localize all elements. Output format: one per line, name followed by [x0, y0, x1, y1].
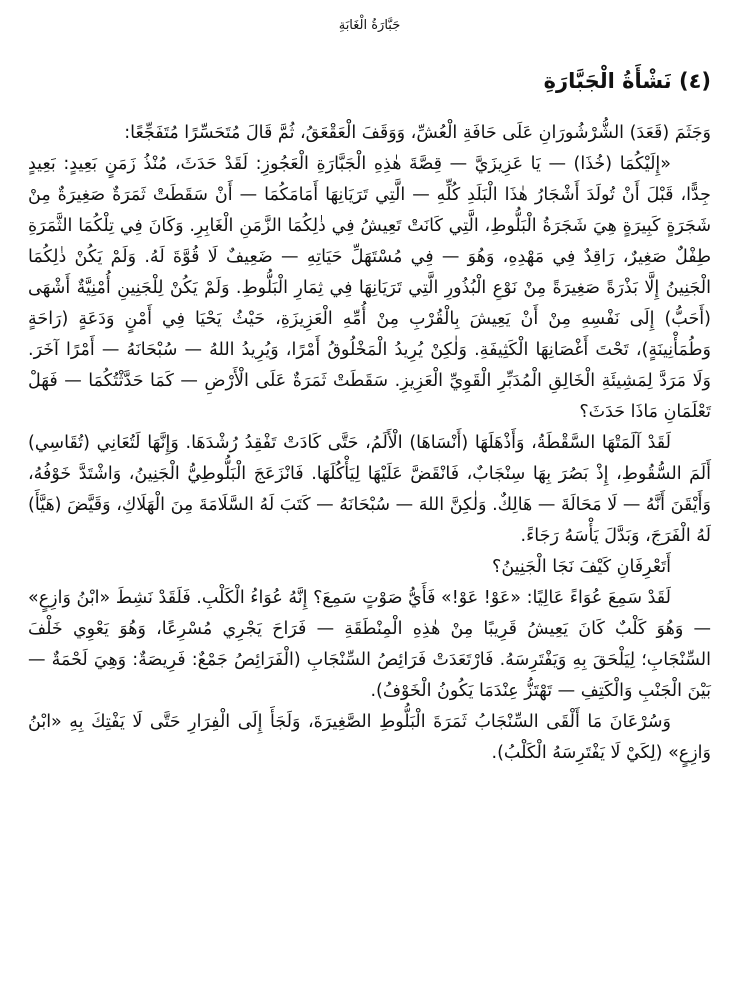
paragraph-4: أَتَعْرِفَانِ كَيْفَ نَجَا الْجَنِينُ؟ — [492, 557, 671, 577]
chapter-title: (٤) نَشْأَةُ الْجَبَّارَةِ — [543, 69, 711, 93]
paragraph-3: لَقَدْ آلَمَتْهَا السَّقْطَةُ، وَأَذْهَلَهَا (أَنْسَاهَا) الْأَلَمُ، حَتَّى كَادَتْ تَفْقِدُ رُشْدَهَا. وَإِنَّهَا لَتُعَانِي (تُقَاسِي) أَلَمَ السُّقُوطِ، إِذْ بَصُرَ بِهَا سِنْجَابٌ، فَانْقَضَّ عَلَيْهَا لِيَأْكُلَهَا. فَانْزَعَجَ الْبَلُّوطِيُّ الْجَنِينُ، وَاشْتَدَّ خَوْفُهُ، وَأَيْقَنَ أَنَّهُ — لَا مَحَالَةَ — هَالِكٌ. وَلٰكِنَّ اللهَ — سُبْحَانَهُ — كَتَبَ لَهُ السَّلَامَةَ مِنَ الْهَلَاكِ، وَقَيَّضَ (هَيَّأَ) لَهُ الْفَرَجَ، وَبَدَّلَ يَأْسَهُ رَجَاءً. — [28, 433, 711, 546]
running-header: جَبَّارَةُ الْغَابَةِ — [338, 18, 401, 33]
body-text — [28, 118, 711, 769]
paragraph-1: وَجَثَمَ (قَعَدَ) الشُّرْشُورَانِ عَلَى حَافَةِ الْعُشِّ، وَوَقَفَ الْعَقْعَقُ، ثُمَّ قَالَ مُتَحَسِّرًا مُتَفَجِّعًا: — [124, 123, 711, 143]
paragraph-5: لَقَدْ سَمِعَ عُوَاءً عَالِيًا: «عَوْ! عَوْ!» فَأَيُّ صَوْتٍ سَمِعَ؟ إِنَّهُ عُوَاءُ الْكَلْبِ. فَلَقَدْ نَشِطَ «ابْنُ وَازِعٍ» — وَهُوَ كَلْبٌ كَانَ يَعِيشُ قَرِيبًا مِنْ هٰذِهِ الْمِنْطَقَةِ — فَرَاحَ يَجْرِي مُسْرِعًا، وَهُوَ يَعْوِي خَلْفَ السِّنْجَابِ؛ لِيَلْحَقَ بِهِ وَيَفْتَرِسَهُ. فَارْتَعَدَتْ فَرَائِصُ السِّنْجَابِ (الْفَرَائِصُ جَمْعٌ: فَرِيصَةٌ: وَهِيَ لَحْمَةٌ — بَيْنَ الْجَنْبِ وَالْكَتِفِ — تَهْتَزُّ عِنْدَمَا يَكُونُ الْخَوْفُ). — [28, 588, 711, 701]
paragraph-6: وَسُرْعَانَ مَا أَلْقَى السِّنْجَابُ ثَمَرَةَ الْبَلُّوطِ الصَّغِيرَةَ، وَلَجَأَ إِلَى الْفِرَارِ حَتَّى لَا يَفْتِكَ بِهِ «ابْنُ وَازِعٍ» (لِكَيْ لَا يَفْتَرِسَهُ الْكَلْبُ). — [28, 712, 711, 763]
paragraph-2: «إِلَيْكُمَا (خُذَا) — يَا عَزِيزَيَّ — قِصَّةَ هٰذِهِ الْجَبَّارَةِ الْعَجُوزِ: لَقَدْ حَدَثَ، مُنْذُ زَمَنٍ بَعِيدٍ: بَعِيدٍ جِدًّا، قَبْلَ أَنْ تُولَدَ أَشْجَارُ هٰذَا الْبَلَدِ كُلِّهِ — الَّتِي تَرَيَانِهَا أَمَامَكُمَا — أَنْ سَقَطَتْ ثَمَرَةٌ صَغِيرَةٌ مِنْ شَجَرَةٍ كَبِيرَةٍ هِيَ شَجَرَةُ الْبَلُّوطِ، الَّتِي كَانَتْ تَعِيشُ فِي ذٰلِكُمَا الزَّمَنِ الْغَابِرِ. وَكَانَ فِي تِلْكُمَا الثَّمَرَةِ طِفْلٌ صَغِيرٌ، رَاقِدٌ فِي مَهْدِهِ، وَهُوَ — فِي مُسْتَهَلِّ حَيَاتِهِ — ضَعِيفٌ لَا قُوَّةَ لَهُ. وَلَمْ يَكُنْ ذٰلِكُمَا الْجَنِينُ إِلَّا بَذْرَةً صَغِيرَةً مِنْ نَوْعِ الْبُذُورِ الَّتِي تَرَيَانِهَا فِي ثِمَارِ الْبَلُّوطِ. وَلَمْ يَكُنْ لِلْجَنِينِ أُمْنِيَّةٌ أَشْهَى (أَحَبُّ) إِلَى نَفْسِهِ مِنْ أَنْ يَعِيشَ بِالْقُرْبِ مِنْ أُمِّهِ الْعَزِيزَةِ، حَيْثُ يَحْيَا فِي أَمْنٍ وَدَعَةٍ (رَاحَةٍ وَطُمَأْنِينَةٍ)، تَحْتَ أَغْصَانِهَا الْكَثِيفَةِ. وَلٰكِنْ يُرِيدُ الْمَخْلُوقُ أَمْرًا، وَيُرِيدُ اللهُ — سُبْحَانَهُ — أَمْرًا آخَرَ. وَلَا مَرَدَّ لِمَشِيئَةِ الْخَالِقِ الْمُدَبِّرِ الْقَوِيِّ الْعَزِيزِ. سَقَطَتْ ثَمَرَةٌ عَلَى الْأَرْضِ — كَمَا حَدَّثْتُكُمَا — فَهَلْ تَعْلَمَانِ مَاذَا حَدَثَ؟ — [28, 154, 711, 422]
